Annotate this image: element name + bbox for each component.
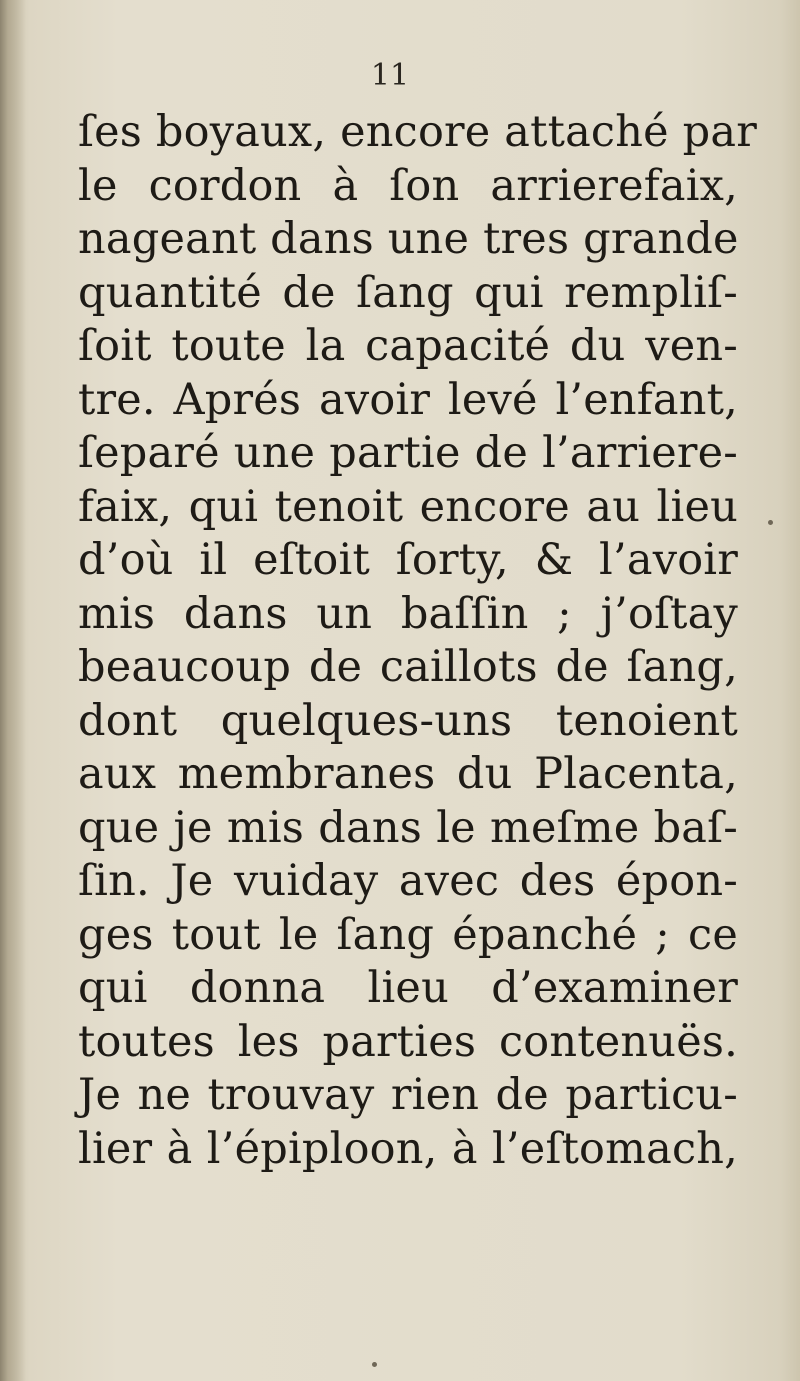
page-number: 11 bbox=[370, 58, 410, 93]
paper-speck bbox=[372, 1362, 377, 1367]
text-line: d’où il eſtoit ſorty, & l’avoir bbox=[78, 535, 738, 585]
text-line: mis dans un baſſin ; j’oſtay bbox=[78, 588, 738, 639]
binding-gutter bbox=[0, 0, 26, 1381]
text-line: ſes boyaux, encore attaché par bbox=[78, 107, 757, 157]
text-line: toutes les parties contenuës. bbox=[78, 1016, 738, 1067]
paper-speck bbox=[768, 520, 773, 525]
text-line: dont quelques-uns tenoient bbox=[78, 695, 738, 746]
text-line: le cordon à ſon arrierefaix, bbox=[78, 160, 738, 211]
text-line: nageant dans une tres grande bbox=[78, 214, 739, 264]
text-line: Je ne trouvay rien de particu- bbox=[78, 1070, 738, 1120]
text-line: ſin. Je vuiday avec des épon- bbox=[78, 856, 738, 906]
text-line: que je mis dans le meſme baſ- bbox=[78, 802, 738, 853]
text-line: aux membranes du Placenta, bbox=[78, 749, 738, 799]
body-text bbox=[78, 106, 757, 1176]
text-line: qui donna lieu d’examiner bbox=[78, 963, 738, 1013]
text-line: lier à l’épiploon, à l’eſtomach, bbox=[78, 1123, 738, 1174]
text-line: ges tout le ſang épanché ; ce bbox=[78, 909, 738, 960]
text-line: quantité de ſang qui rempliſ- bbox=[78, 267, 738, 318]
text-line: faix, qui tenoit encore au lieu bbox=[78, 481, 738, 532]
text-line: ſoit toute la capacité du ven- bbox=[78, 321, 738, 371]
text-line: ſeparé une partie de l’arriere- bbox=[78, 428, 738, 478]
text-line: tre. Aprés avoir levé l’enfant, bbox=[78, 374, 738, 425]
text-line: beaucoup de caillots de ſang, bbox=[78, 642, 738, 692]
